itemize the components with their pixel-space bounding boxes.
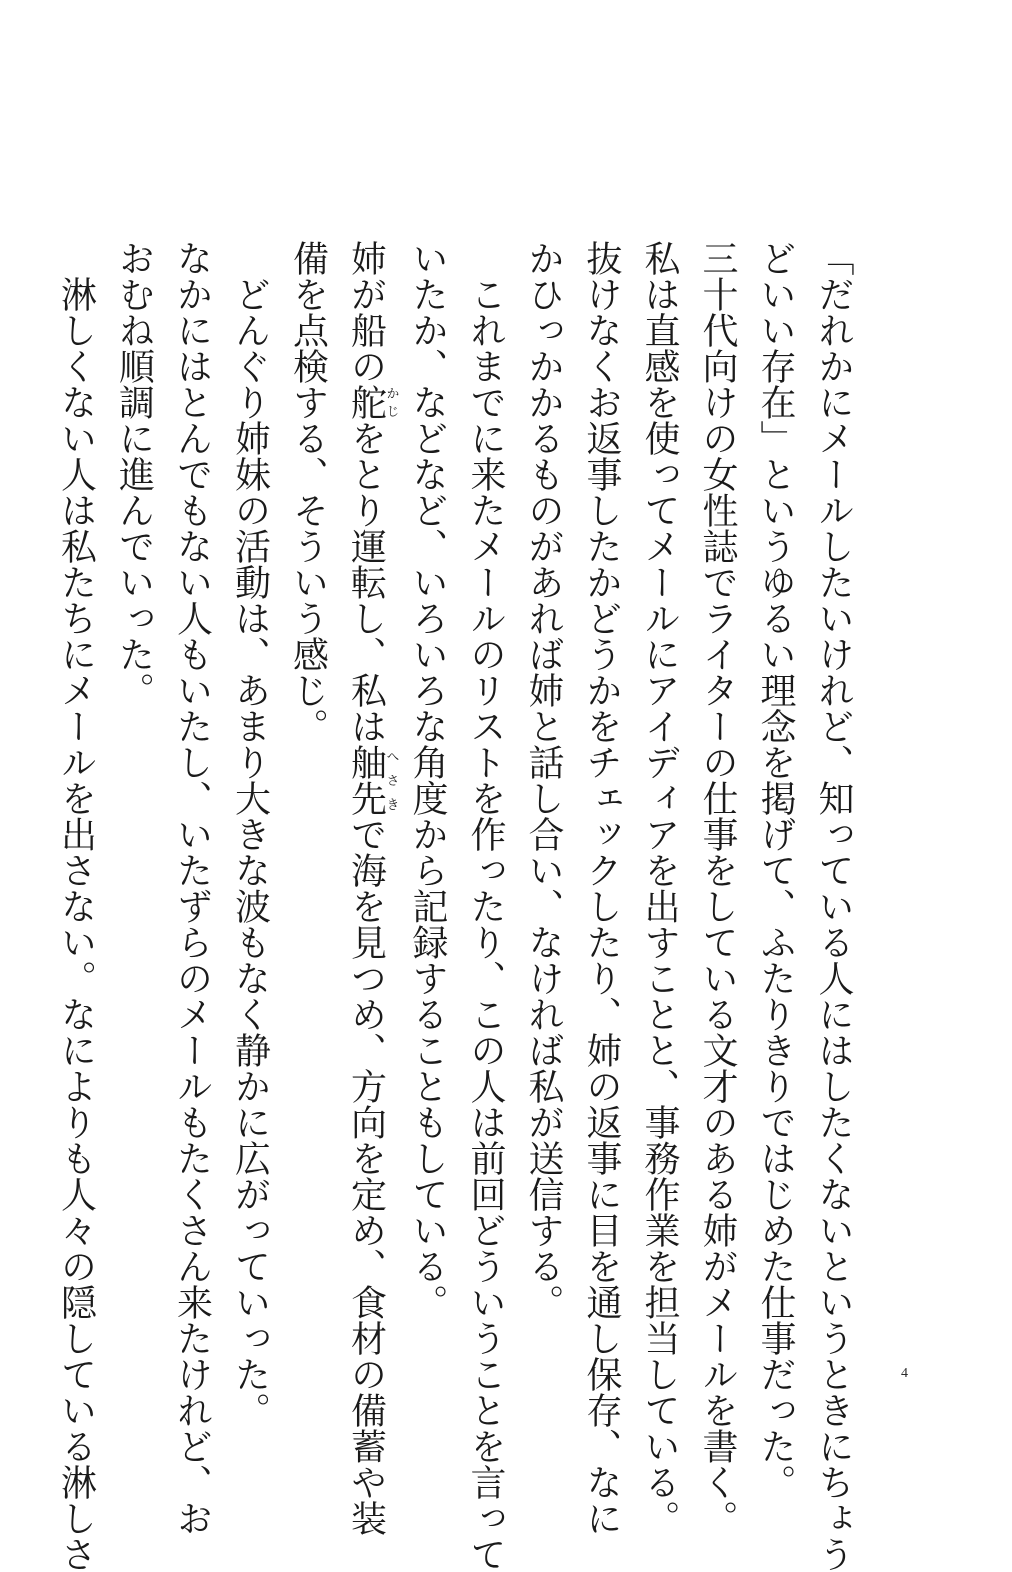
page-number: 4 <box>901 1366 908 1381</box>
text-line-1: 「だれかにメールしたいけれど、知っている人にはしたくないというときにちょう <box>813 240 854 1572</box>
ruby-hesaki-base: 舳先 <box>345 744 387 816</box>
text-line-9-after: で海を見つめ、方向を定め、食材の備蓄や装 <box>345 816 387 1536</box>
body-text <box>47 240 863 1572</box>
text-line-7: これまでに来たメールのリストを作ったり、この人は前回どういうことを言って <box>465 276 506 1572</box>
text-line-2: どいい存在」というゆるい理念を掲げて、ふたりきりではじめた仕事だった。 <box>755 240 796 1500</box>
text-line-8: いたか、などなど、いろいろな角度から記録することもしている。 <box>407 240 448 1320</box>
text-line-13: おむね順調に進んでいった。 <box>113 240 155 708</box>
text-line-4: 私は直感を使ってメールにアイディアを出すことと、事務作業を担当している。 <box>639 240 680 1536</box>
text-line-9-before: 姉が船の <box>345 240 387 384</box>
text-line-5: 抜けなくお返事したかどうかをチェックしたり、姉の返事に目を通し保存、なに <box>581 240 622 1536</box>
ruby-hesaki <box>345 744 399 816</box>
text-line-14: 淋しくない人は私たちにメールを出さない。なによりも人々の隠している淋しさ <box>55 276 97 1572</box>
ruby-hesaki-reading: へさき <box>383 744 399 816</box>
text-line-12: なかにはとんでもない人もいたし、いたずらのメールもたくさん来たけれど、お <box>171 240 213 1536</box>
text-line-3: 三十代向けの女性誌でライターの仕事をしている文才のある姉がメールを書く。 <box>697 240 738 1536</box>
text-line-10: 備を点検する、そういう感じ。 <box>287 240 329 744</box>
text-line-6: かひっかかるものがあれば姉と話し合い、なければ私が送信する。 <box>523 240 564 1320</box>
ruby-kaji-base: 舵 <box>345 384 387 420</box>
text-line-9 <box>337 240 399 1536</box>
ruby-kaji-reading: かじ <box>383 384 399 420</box>
text-line-9-middle: をとり運転し、私は <box>345 420 387 744</box>
ruby-kaji <box>345 384 399 420</box>
text-line-11: どんぐり姉妹の活動は、あまり大きな波もなく静かに広がっていった。 <box>229 276 271 1428</box>
